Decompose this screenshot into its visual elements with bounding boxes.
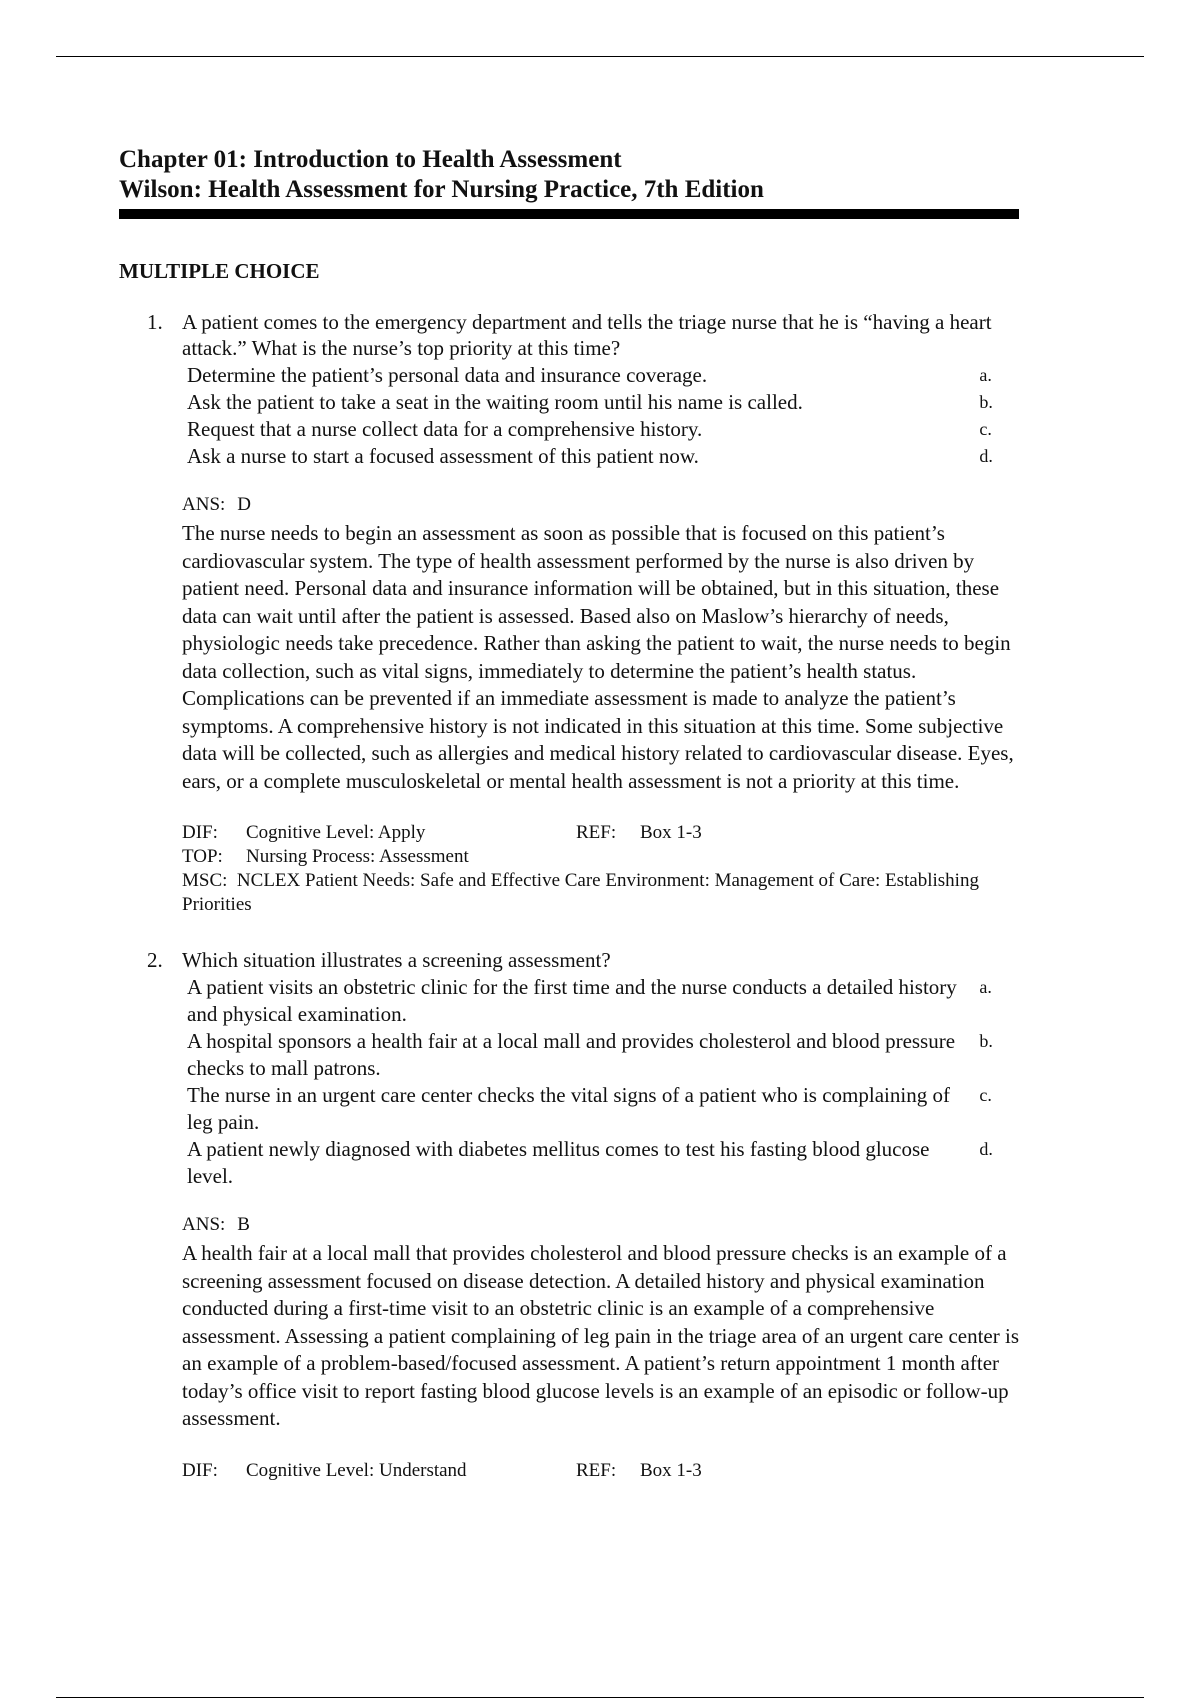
msc-row	[182, 869, 1022, 917]
choice-c	[182, 1082, 1019, 1136]
choice-b	[182, 1028, 1019, 1082]
choice-letter: d.	[979, 1139, 993, 1159]
dif-value: Cognitive Level: Apply	[246, 822, 426, 843]
choice-text: A patient visits an obstetric clinic for the first time and the nurse conducts a detailed history and physical examination.	[187, 975, 957, 1026]
ref-label: REF:	[576, 1459, 617, 1481]
document-page	[119, 145, 1019, 1483]
msc-label: MSC:	[182, 870, 228, 891]
rationale: A health fair at a local mall that provides cholesterol and blood pressure checks is an example of a screening assessment focused on disease detection. A detailed history and physical examination conducted during a first-time visit to an obstetric clinic is an example of a comprehensive assessment. Assessing a patient complaining of leg pain in the triage area of an urgent care center is an example of a problem-based/focused assessment. A patient’s return appointment 1 month after today’s office visit to report fasting blood glucose levels is an example of an episodic or follow-up assessment.	[182, 1241, 1020, 1430]
dif-value: Cognitive Level: Understand	[246, 1459, 467, 1481]
answer-line	[182, 492, 1019, 518]
dif-label: DIF:	[182, 1459, 218, 1481]
question-metadata	[182, 1459, 1019, 1483]
choice-text: Request that a nurse collect data for a comprehensive history.	[187, 417, 703, 441]
choice-list	[182, 974, 1019, 1190]
choice-c	[182, 416, 1019, 443]
ref-label: REF:	[576, 822, 617, 843]
choice-a	[182, 362, 1019, 389]
book-title: Wilson: Health Assessment for Nursing Practice, 7th Edition	[119, 176, 764, 203]
choice-d	[182, 1136, 1019, 1190]
answer-value: B	[237, 1214, 250, 1235]
top-row	[182, 845, 1019, 869]
section-heading: MULTIPLE CHOICE	[119, 259, 320, 283]
choice-text: Ask the patient to take a seat in the waiting room until his name is called.	[187, 390, 803, 414]
ref-value: Box 1-3	[640, 1459, 702, 1481]
answer-label: ANS:	[182, 1214, 226, 1235]
choice-letter: b.	[979, 392, 993, 412]
question-2	[119, 947, 1019, 1483]
choice-b	[182, 389, 1019, 416]
choice-letter: a.	[979, 365, 992, 385]
choice-letter: b.	[979, 1031, 993, 1051]
choice-d	[182, 443, 1019, 470]
question-number: 2.	[147, 948, 163, 972]
question-1	[119, 309, 1019, 917]
choice-text: The nurse in an urgent care center checks the vital signs of a patient who is complaining of leg pain.	[187, 1083, 950, 1134]
question-number: 1.	[147, 310, 163, 334]
choice-text: Determine the patient’s personal data and insurance coverage.	[187, 363, 708, 387]
question-stem: A patient comes to the emergency department and tells the triage nurse that he is “having a heart attack.” What is the nurse’s top priority at this time?	[182, 310, 992, 360]
choice-text: A hospital sponsors a health fair at a local mall and provides cholesterol and blood pressure checks to mall patrons.	[187, 1029, 956, 1080]
question-metadata	[182, 821, 1019, 917]
question-stem: Which situation illustrates a screening assessment?	[182, 948, 611, 972]
answer-line	[182, 1212, 1019, 1238]
choice-letter: c.	[979, 419, 992, 439]
answer-value: D	[237, 494, 252, 515]
title-underline-bar	[119, 209, 1019, 219]
top-value: Nursing Process: Assessment	[246, 846, 469, 867]
choice-a	[182, 974, 1019, 1028]
top-label: TOP:	[182, 846, 223, 867]
top-rule	[56, 56, 1144, 57]
msc-value: NCLEX Patient Needs: Safe and Effective Care Environment: Management of Care: Establishing Priorities	[182, 870, 979, 915]
bottom-rule	[56, 1697, 1144, 1698]
choice-letter: c.	[979, 1085, 992, 1105]
dif-label: DIF:	[182, 822, 218, 843]
choice-letter: a.	[979, 977, 992, 997]
chapter-title: Chapter 01: Introduction to Health Assessment	[119, 146, 622, 173]
answer-label: ANS:	[182, 494, 226, 515]
rationale: The nurse needs to begin an assessment as soon as possible that is focused on this patient’s cardiovascular system. The type of health assessment performed by the nurse is also driven by patient need. Personal data and insurance information will be obtained, but in this situation, these data can wait until after the patient is assessed. Based also on Maslow’s hierarchy of needs, physiologic needs take precedence. Rather than asking the patient to wait, the nurse needs to begin data collection, such as vital signs, immediately to determine the patient’s health status. Complications can be prevented if an immediate assessment is made to analyze the patient’s symptoms. A comprehensive history is not indicated in this situation at this time. Some subjective data will be collected, such as allergies and medical history related to cardiovascular disease. Eyes, ears, or a complete musculoskeletal or mental health assessment is not a priority at this time.	[182, 521, 1014, 793]
dif-ref-row	[182, 1459, 1019, 1483]
choice-letter: d.	[979, 446, 993, 466]
dif-ref-row	[182, 821, 1019, 845]
choice-text: Ask a nurse to start a focused assessment of this patient now.	[187, 444, 699, 468]
choice-list	[182, 362, 1019, 470]
choice-text: A patient newly diagnosed with diabetes mellitus comes to test his fasting blood glucose level.	[187, 1137, 930, 1188]
ref-value: Box 1-3	[640, 822, 702, 843]
